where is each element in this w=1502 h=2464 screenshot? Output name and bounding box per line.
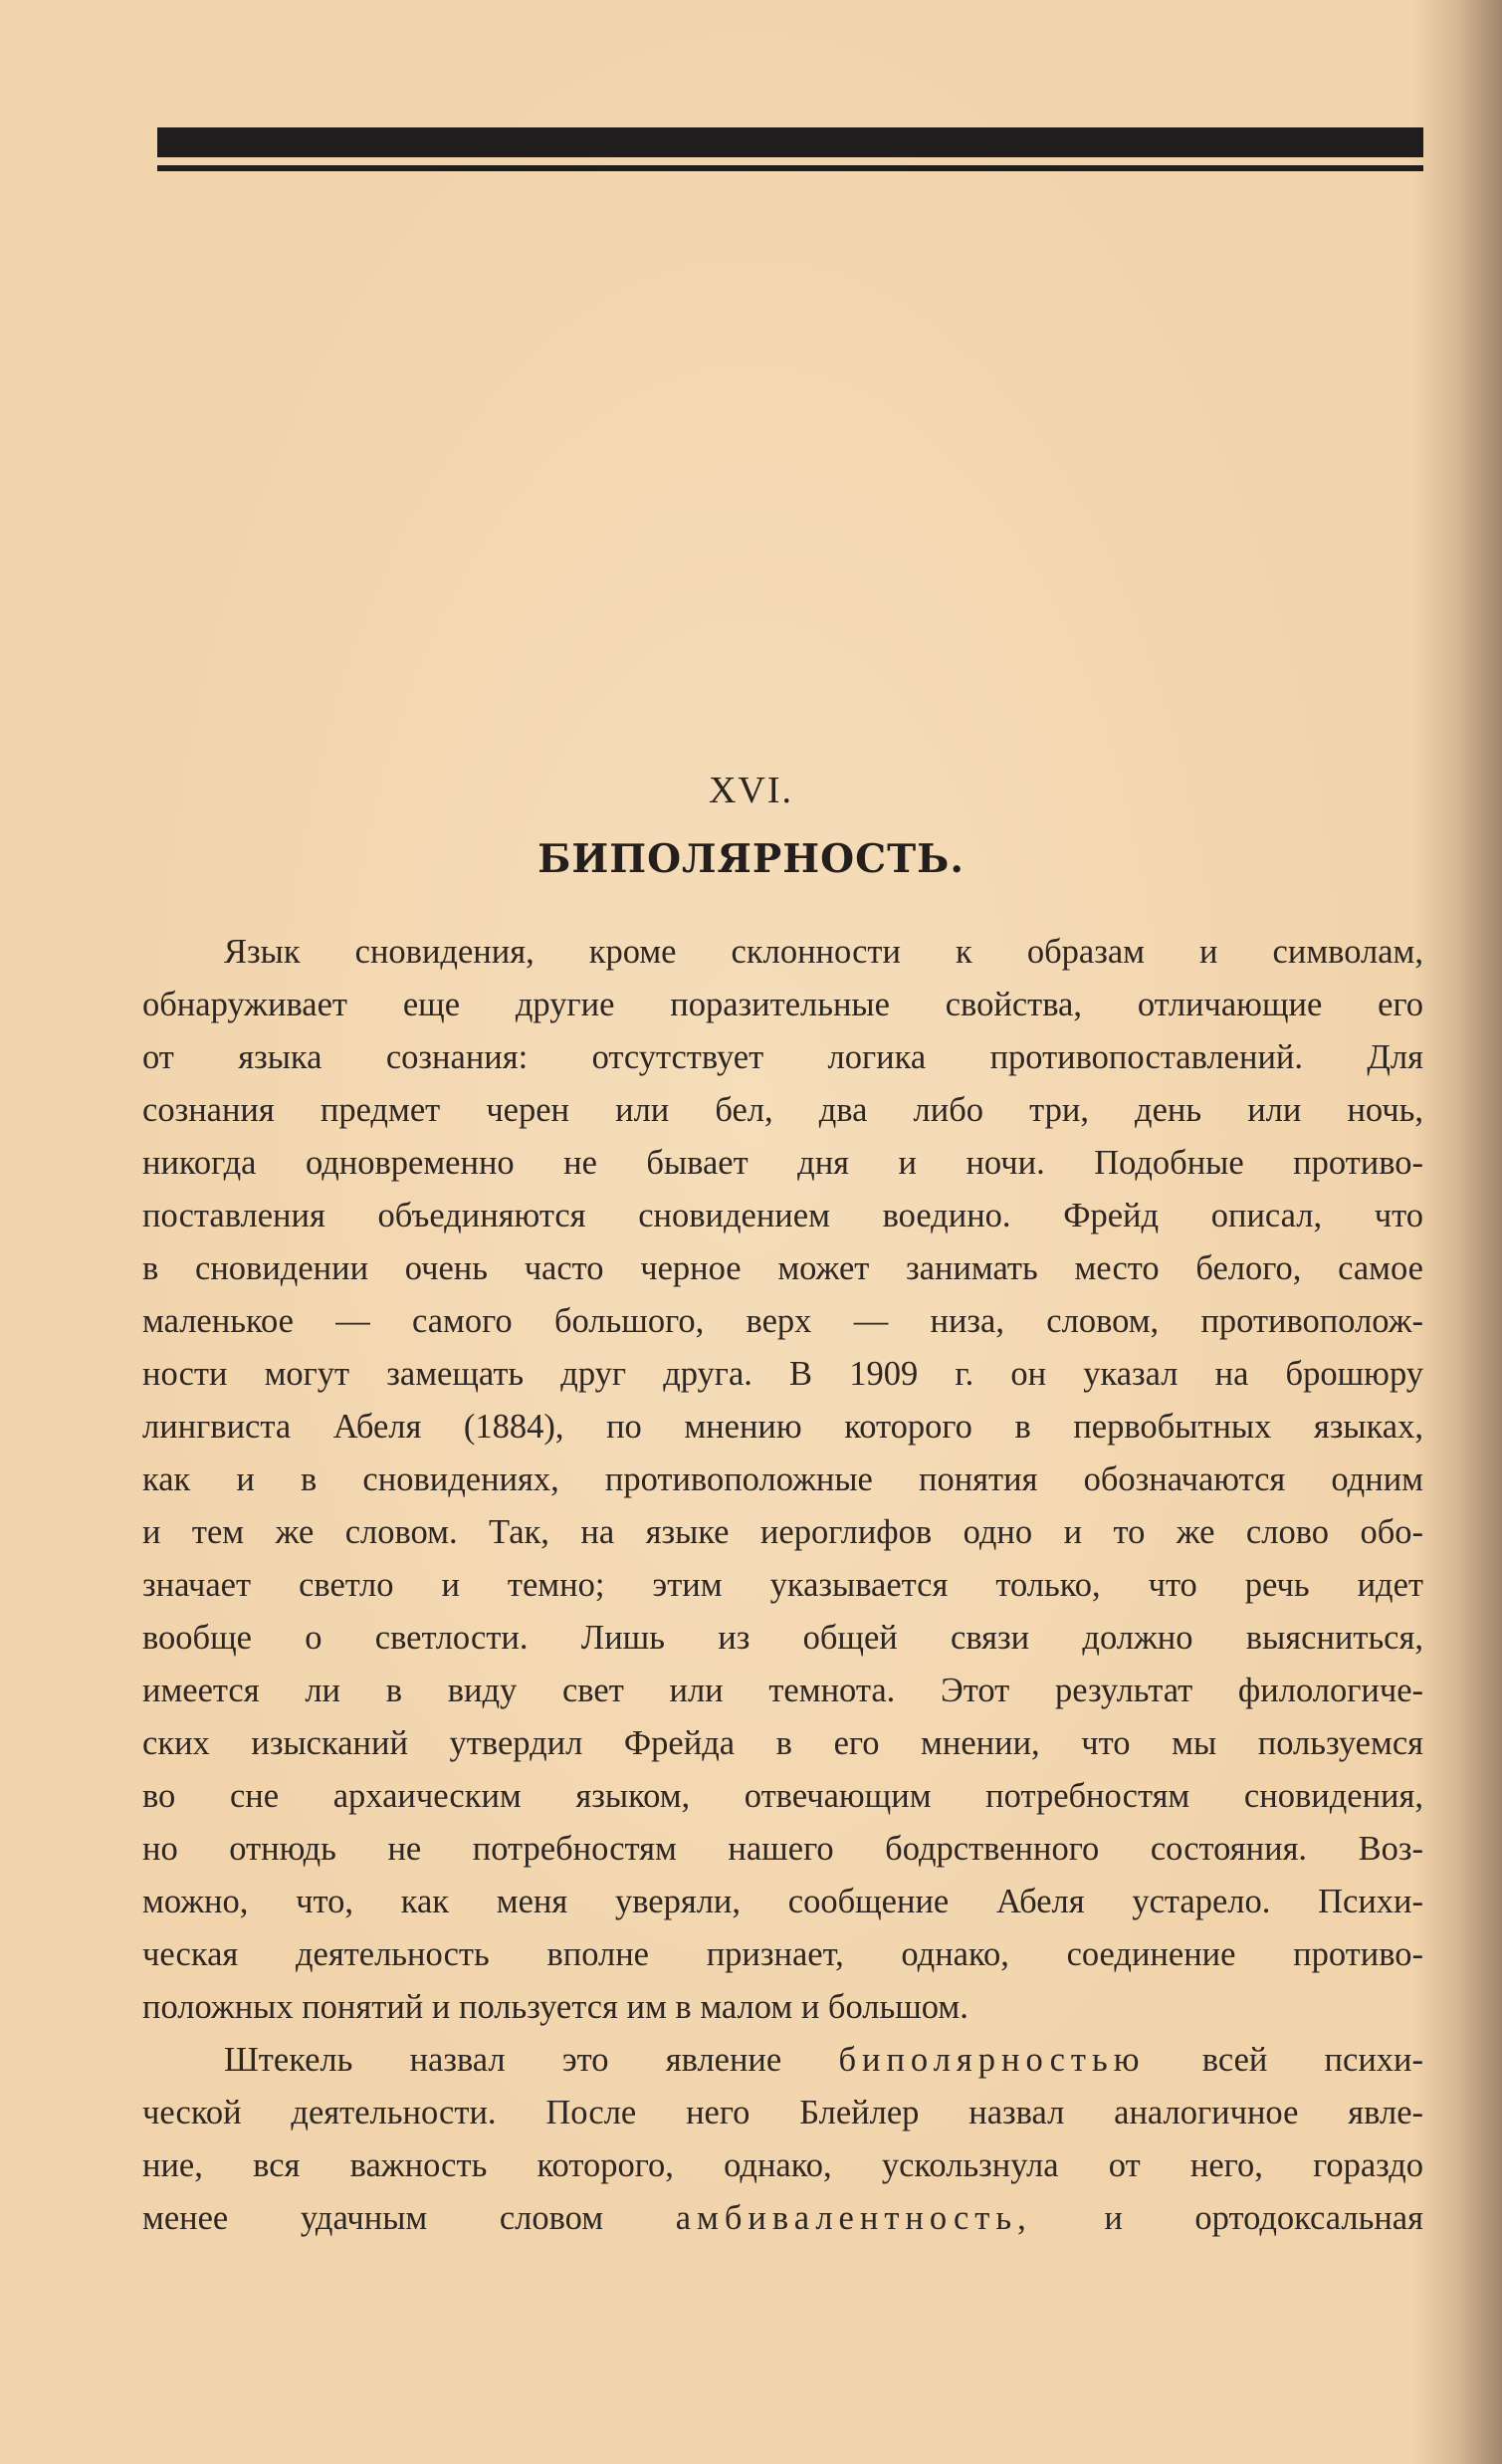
text-line: Язык сновидения, кроме склонности к образам и символам, <box>224 933 1423 971</box>
text-segment: и ортодоксальная <box>1104 2199 1423 2237</box>
text-line: значает светло и темно; этим указывается только, что речь идет <box>142 1566 1423 1604</box>
text-line: ности могут замещать друг друга. В 1909 г. он указал на брошюру <box>142 1355 1423 1393</box>
chapter-number: XVI. <box>708 770 794 811</box>
emphasized-term: амбивалентность, <box>675 2199 1032 2237</box>
header-rule-thick <box>157 127 1423 157</box>
text-line: ческой деятельности. После него Блейлер назвал аналогичное явле- <box>142 2094 1423 2131</box>
text-line: ских изысканий утвердил Фрейда в его мнении, что мы пользуемся <box>142 1724 1423 1762</box>
text-line: положных понятий и пользуется им в малом и большом. <box>142 1988 968 2026</box>
text-line: имеется ли в виду свет или темнота. Этот результат филологиче- <box>142 1672 1423 1709</box>
text-segment: всей психи- <box>1201 2041 1423 2079</box>
text-line: ние, вся важность которого, однако, ускользнула от него, гораздо <box>142 2146 1423 2184</box>
text-line: и тем же словом. Так, на языке иероглифов одно и то же слово обо- <box>142 1513 1423 1551</box>
paragraph-1 <box>142 926 1423 2034</box>
text-line: от языка сознания: отсутствует логика противопоставлений. Для <box>142 1038 1423 1076</box>
text-line: вообще о светлости. Лишь из общей связи должно выясниться, <box>142 1619 1423 1657</box>
text-line: сознания предмет черен или бел, два либо три, день или ночь, <box>142 1091 1423 1129</box>
text-line: но отнюдь не потребностям нашего бодрственного состояния. Воз- <box>142 1830 1423 1868</box>
paragraph-2 <box>142 2034 1423 2245</box>
text-line: ческая деятельность вполне признает, однако, соединение противо- <box>142 1935 1423 1973</box>
text-line: как и в сновидениях, противоположные понятия обозначаются одним <box>142 1460 1423 1498</box>
chapter-title: БИПОЛЯРНОСТЬ. <box>537 836 965 882</box>
text-line: маленькое — самого большого, верх — низа, словом, противополож- <box>142 1302 1423 1340</box>
text-line: поставления объединяются сновидением воедино. Фрейд описал, что <box>142 1197 1423 1234</box>
text-segment: менее удачным словом <box>142 2199 604 2237</box>
text-line: во сне архаическим языком, отвечающим потребностям сновидения, <box>142 1777 1423 1815</box>
text-line: в сновидении очень часто черное может занимать место белого, самое <box>142 1249 1423 1287</box>
text-segment: Штекель назвал это явление <box>224 2041 782 2079</box>
header-rule-thin <box>157 165 1423 171</box>
text-line: обнаруживает еще другие поразительные свойства, отличающие его <box>142 986 1423 1023</box>
text-line: никогда одновременно не бывает дня и ночи. Подобные противо- <box>142 1144 1423 1182</box>
emphasized-term: биполярностью <box>838 2041 1146 2079</box>
text-line: лингвиста Абеля (1884), по мнению которого в первобытных языках, <box>142 1408 1423 1446</box>
text-line: можно, что, как меня уверяли, сообщение Абеля устарело. Психи- <box>142 1883 1423 1920</box>
body-text <box>142 926 1423 2245</box>
text-line <box>142 2034 1423 2087</box>
text-line <box>142 2192 1423 2245</box>
